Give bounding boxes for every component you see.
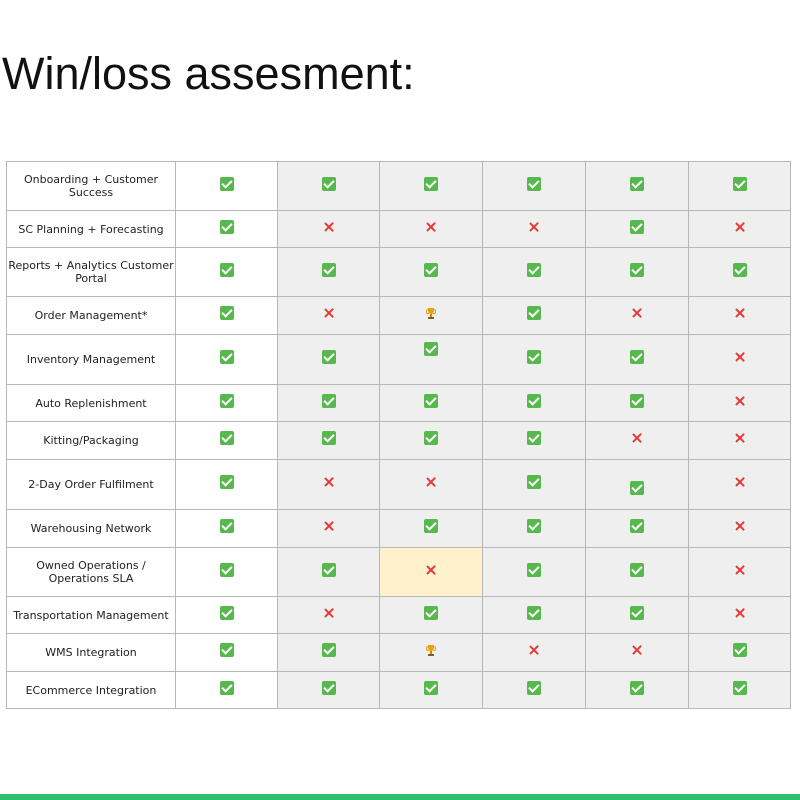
check-mark-icon bbox=[424, 394, 438, 408]
check-mark-icon bbox=[322, 350, 336, 364]
competitor-score-cell bbox=[689, 510, 791, 548]
check-mark-icon bbox=[220, 563, 234, 577]
own-score-cell bbox=[176, 211, 278, 248]
check-mark-icon bbox=[733, 177, 747, 191]
competitor-score-cell bbox=[380, 548, 483, 597]
check-mark-icon bbox=[322, 177, 336, 191]
check-mark-icon bbox=[527, 431, 541, 445]
competitor-score-cell bbox=[278, 548, 380, 597]
check-mark-icon bbox=[424, 519, 438, 533]
check-mark-icon bbox=[630, 563, 644, 577]
cross-mark-icon bbox=[733, 606, 747, 620]
check-mark-icon bbox=[630, 681, 644, 695]
cross-mark-icon bbox=[630, 643, 644, 657]
check-mark-icon bbox=[220, 606, 234, 620]
check-mark-icon bbox=[220, 681, 234, 695]
competitor-score-cell bbox=[689, 460, 791, 510]
row-label: Order Management* bbox=[7, 297, 176, 335]
competitor-score-cell bbox=[380, 672, 483, 709]
check-mark-icon bbox=[630, 394, 644, 408]
row-label: Transportation Management bbox=[7, 597, 176, 634]
cross-mark-icon bbox=[733, 563, 747, 577]
own-score-cell bbox=[176, 510, 278, 548]
competitor-score-cell bbox=[689, 548, 791, 597]
cross-mark-icon bbox=[733, 519, 747, 533]
row-label: Onboarding + Customer Success bbox=[7, 162, 176, 211]
table-row bbox=[7, 672, 791, 709]
check-mark-icon bbox=[527, 177, 541, 191]
competitor-score-cell bbox=[586, 672, 689, 709]
competitor-score-cell bbox=[380, 510, 483, 548]
check-mark-icon bbox=[527, 563, 541, 577]
competitor-score-cell bbox=[689, 422, 791, 460]
check-mark-icon bbox=[220, 177, 234, 191]
check-mark-icon bbox=[424, 431, 438, 445]
cross-mark-icon bbox=[733, 394, 747, 408]
table-row bbox=[7, 248, 791, 297]
row-label: SC Planning + Forecasting bbox=[7, 211, 176, 248]
check-mark-icon bbox=[527, 263, 541, 277]
own-score-cell bbox=[176, 335, 278, 385]
row-label: Kitting/Packaging bbox=[7, 422, 176, 460]
competitor-score-cell bbox=[380, 335, 483, 385]
check-mark-icon bbox=[220, 306, 234, 320]
competitor-score-cell bbox=[689, 162, 791, 211]
check-mark-icon bbox=[424, 342, 438, 356]
competitor-score-cell bbox=[380, 248, 483, 297]
table-row bbox=[7, 597, 791, 634]
competitor-score-cell bbox=[689, 248, 791, 297]
check-mark-icon bbox=[733, 681, 747, 695]
own-score-cell bbox=[176, 162, 278, 211]
competitor-score-cell bbox=[689, 385, 791, 422]
competitor-score-cell bbox=[586, 297, 689, 335]
competitor-score-cell bbox=[689, 211, 791, 248]
check-mark-icon bbox=[220, 431, 234, 445]
cross-mark-icon bbox=[322, 220, 336, 234]
own-score-cell bbox=[176, 634, 278, 672]
competitor-score-cell bbox=[586, 248, 689, 297]
competitor-score-cell bbox=[689, 672, 791, 709]
table-row bbox=[7, 460, 791, 510]
check-mark-icon bbox=[220, 394, 234, 408]
competitor-score-cell bbox=[278, 211, 380, 248]
check-mark-icon bbox=[220, 519, 234, 533]
competitor-score-cell bbox=[586, 460, 689, 510]
check-mark-icon bbox=[527, 606, 541, 620]
check-mark-icon bbox=[220, 350, 234, 364]
competitor-score-cell bbox=[380, 385, 483, 422]
cross-mark-icon bbox=[733, 431, 747, 445]
competitor-score-cell bbox=[586, 548, 689, 597]
competitor-score-cell bbox=[586, 162, 689, 211]
competitor-score-cell bbox=[483, 672, 586, 709]
table-row bbox=[7, 422, 791, 460]
cross-mark-icon bbox=[322, 475, 336, 489]
competitor-score-cell bbox=[689, 634, 791, 672]
competitor-score-cell bbox=[380, 460, 483, 510]
table-row bbox=[7, 297, 791, 335]
row-label: Auto Replenishment bbox=[7, 385, 176, 422]
competitor-score-cell bbox=[278, 297, 380, 335]
row-label: Reports + Analytics Customer Portal bbox=[7, 248, 176, 297]
cross-mark-icon bbox=[322, 606, 336, 620]
page-title: Win/loss assesment: bbox=[2, 48, 415, 99]
row-label: 2-Day Order Fulfilment bbox=[7, 460, 176, 510]
competitor-score-cell bbox=[278, 335, 380, 385]
own-score-cell bbox=[176, 248, 278, 297]
check-mark-icon bbox=[527, 519, 541, 533]
table-row bbox=[7, 385, 791, 422]
own-score-cell bbox=[176, 460, 278, 510]
check-mark-icon bbox=[527, 475, 541, 489]
table-row bbox=[7, 510, 791, 548]
check-mark-icon bbox=[630, 481, 644, 495]
check-mark-icon bbox=[322, 263, 336, 277]
row-label: Owned Operations / Operations SLA bbox=[7, 548, 176, 597]
cross-mark-icon bbox=[733, 475, 747, 489]
competitor-score-cell bbox=[689, 335, 791, 385]
own-score-cell bbox=[176, 672, 278, 709]
trophy-icon bbox=[425, 645, 437, 657]
competitor-score-cell bbox=[586, 385, 689, 422]
table-row bbox=[7, 162, 791, 211]
win-loss-table bbox=[6, 161, 791, 709]
row-label: Warehousing Network bbox=[7, 510, 176, 548]
competitor-score-cell bbox=[278, 510, 380, 548]
check-mark-icon bbox=[630, 177, 644, 191]
own-score-cell bbox=[176, 297, 278, 335]
check-mark-icon bbox=[424, 263, 438, 277]
table-body bbox=[7, 162, 791, 709]
competitor-score-cell bbox=[278, 162, 380, 211]
competitor-score-cell bbox=[586, 422, 689, 460]
cross-mark-icon bbox=[527, 643, 541, 657]
cross-mark-icon bbox=[424, 220, 438, 234]
row-label: Inventory Management bbox=[7, 335, 176, 385]
check-mark-icon bbox=[322, 563, 336, 577]
competitor-score-cell bbox=[689, 597, 791, 634]
cross-mark-icon bbox=[322, 519, 336, 533]
row-label: ECommerce Integration bbox=[7, 672, 176, 709]
competitor-score-cell bbox=[483, 335, 586, 385]
competitor-score-cell bbox=[380, 297, 483, 335]
competitor-score-cell bbox=[483, 634, 586, 672]
check-mark-icon bbox=[322, 643, 336, 657]
table-row bbox=[7, 335, 791, 385]
competitor-score-cell bbox=[278, 460, 380, 510]
competitor-score-cell bbox=[483, 248, 586, 297]
cross-mark-icon bbox=[733, 350, 747, 364]
check-mark-icon bbox=[630, 263, 644, 277]
check-mark-icon bbox=[220, 643, 234, 657]
check-mark-icon bbox=[527, 681, 541, 695]
check-mark-icon bbox=[527, 306, 541, 320]
competitor-score-cell bbox=[483, 211, 586, 248]
competitor-score-cell bbox=[278, 422, 380, 460]
cross-mark-icon bbox=[424, 475, 438, 489]
competitor-score-cell bbox=[278, 248, 380, 297]
cross-mark-icon bbox=[733, 220, 747, 234]
accent-bar bbox=[0, 794, 800, 800]
own-score-cell bbox=[176, 422, 278, 460]
check-mark-icon bbox=[733, 263, 747, 277]
cross-mark-icon bbox=[630, 431, 644, 445]
check-mark-icon bbox=[322, 394, 336, 408]
check-mark-icon bbox=[220, 263, 234, 277]
own-score-cell bbox=[176, 548, 278, 597]
competitor-score-cell bbox=[380, 422, 483, 460]
competitor-score-cell bbox=[483, 385, 586, 422]
competitor-score-cell bbox=[380, 162, 483, 211]
table-row bbox=[7, 634, 791, 672]
check-mark-icon bbox=[630, 606, 644, 620]
competitor-score-cell bbox=[689, 297, 791, 335]
check-mark-icon bbox=[733, 643, 747, 657]
competitor-score-cell bbox=[278, 634, 380, 672]
cross-mark-icon bbox=[322, 306, 336, 320]
competitor-score-cell bbox=[586, 634, 689, 672]
check-mark-icon bbox=[424, 606, 438, 620]
check-mark-icon bbox=[322, 681, 336, 695]
competitor-score-cell bbox=[278, 597, 380, 634]
check-mark-icon bbox=[424, 681, 438, 695]
competitor-score-cell bbox=[586, 597, 689, 634]
table-row bbox=[7, 548, 791, 597]
row-label: WMS Integration bbox=[7, 634, 176, 672]
competitor-score-cell bbox=[483, 460, 586, 510]
check-mark-icon bbox=[527, 350, 541, 364]
check-mark-icon bbox=[630, 220, 644, 234]
check-mark-icon bbox=[220, 220, 234, 234]
competitor-score-cell bbox=[586, 510, 689, 548]
check-mark-icon bbox=[424, 177, 438, 191]
competitor-score-cell bbox=[586, 335, 689, 385]
competitor-score-cell bbox=[483, 510, 586, 548]
competitor-score-cell bbox=[586, 211, 689, 248]
table-row bbox=[7, 211, 791, 248]
competitor-score-cell bbox=[380, 634, 483, 672]
competitor-score-cell bbox=[483, 162, 586, 211]
competitor-score-cell bbox=[483, 548, 586, 597]
cross-mark-icon bbox=[424, 563, 438, 577]
competitor-score-cell bbox=[483, 597, 586, 634]
competitor-score-cell bbox=[278, 672, 380, 709]
competitor-score-cell bbox=[380, 597, 483, 634]
trophy-icon bbox=[425, 308, 437, 320]
competitor-score-cell bbox=[483, 297, 586, 335]
cross-mark-icon bbox=[733, 306, 747, 320]
check-mark-icon bbox=[322, 431, 336, 445]
competitor-score-cell bbox=[278, 385, 380, 422]
cross-mark-icon bbox=[630, 306, 644, 320]
competitor-score-cell bbox=[483, 422, 586, 460]
check-mark-icon bbox=[630, 519, 644, 533]
check-mark-icon bbox=[527, 394, 541, 408]
own-score-cell bbox=[176, 385, 278, 422]
check-mark-icon bbox=[630, 350, 644, 364]
cross-mark-icon bbox=[527, 220, 541, 234]
check-mark-icon bbox=[220, 475, 234, 489]
own-score-cell bbox=[176, 597, 278, 634]
competitor-score-cell bbox=[380, 211, 483, 248]
